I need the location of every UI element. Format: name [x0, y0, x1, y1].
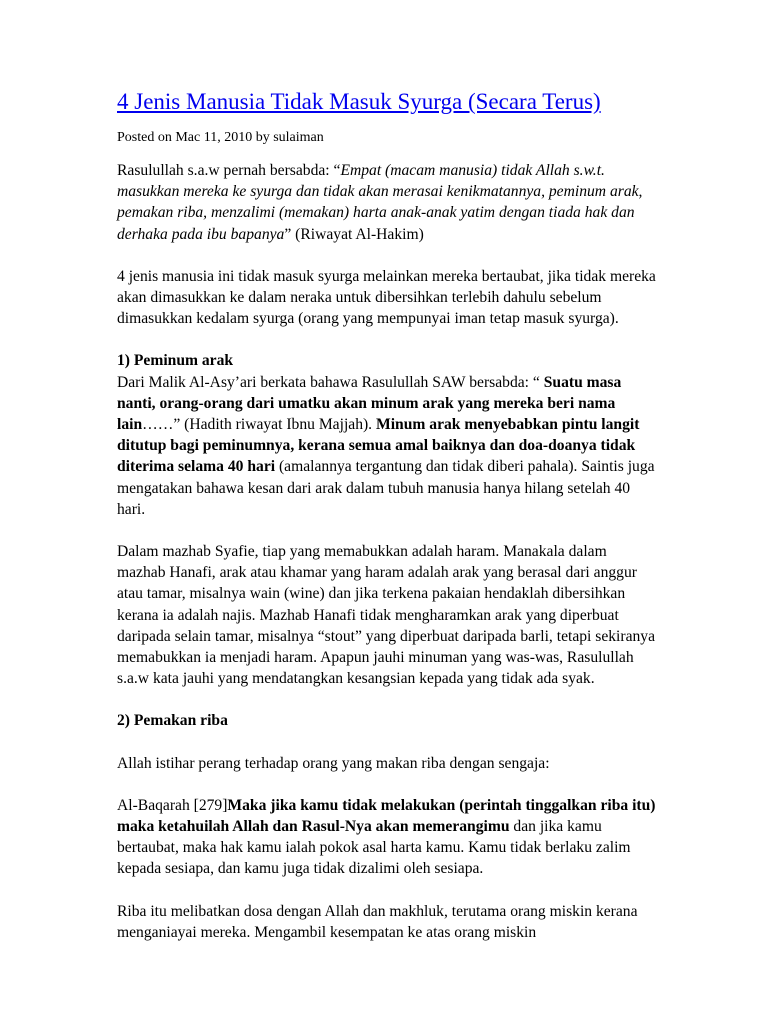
s1-lead: Dari Malik Al-Asy’ari berkata bahawa Rasulullah SAW bersabda: “: [117, 373, 544, 391]
intro-source: (Riwayat Al-Hakim): [291, 225, 424, 243]
s1-bold-hadith: Suatu masa nanti, orang-orang dari umatku akan minum arak yang mereka beri nama lain: [117, 373, 622, 434]
s1-bold-statement: Minum arak menyebabkan pintu langit ditutup bagi peminumnya, kerana semua amal baiknya dan doa-doanya tidak diterima selama 40 hari: [117, 416, 640, 476]
posted-on-label: Posted on: [117, 130, 176, 145]
section-heading-pemakan-riba: 2) Pemakan riba: [117, 712, 228, 730]
section2-paragraph-3: Riba itu melibatkan dosa dengan Allah dan makhluk, terutama orang miskin kerana menganiayai mereka. Mengambil kesempatan ke atas orang miskin: [117, 902, 638, 941]
intro-lead: Rasulullah s.a.w pernah bersabda: “: [117, 162, 341, 179]
post-body: [117, 160, 657, 943]
intro-paragraph: [117, 160, 657, 245]
post-title-link[interactable]: 4 Jenis Manusia Tidak Masuk Syurga (Secara Terus): [117, 89, 601, 114]
s1-tail: (amalannya tergantung dan tidak diberi pahala). Saintis juga mengatakan bahawa kesan dari arak dalam tubuh manusia hanya hilang setelah 40 hari.: [117, 458, 655, 518]
post-date: Mac 11, 2010: [175, 130, 253, 145]
s1-source: (Hadith riwayat Ibnu Majjah).: [180, 416, 376, 434]
post-meta: [117, 129, 324, 147]
summary-paragraph: 4 jenis manusia ini tidak masuk syurga melainkan mereka bertaubat, jika tidak mereka akan dimasukkan ke dalam neraka untuk dibersihkan terlebih dahulu sebelum dimasukkan kedalam syurga (orang yang mempunyai iman tetap masuk syurga).: [117, 267, 656, 328]
s2-lead: Al-Baqarah [279]: [117, 796, 228, 814]
intro-close-quote: ”: [284, 225, 292, 243]
by-label: by: [252, 130, 274, 145]
post-title: [117, 88, 601, 116]
section2-paragraph-2: [117, 795, 657, 880]
section1-paragraph-2: Dalam mazhab Syafie, tiap yang memabukkan adalah haram. Manakala dalam mazhab Hanafi, arak atau khamar yang haram adalah arak yang berasal dari anggur atau tamar, misalnya wain (wine) dan jika terkena pakaian hendaklah dibersihkan kerana ia adalah najis. Mazhab Hanafi tidak mengharamkan arak yang diperbuat daripada selain tamar, misalnya “stout” yang diperbuat daripada barli, tetapi sekiranya memabukkan ia menjadi haram. Apapun jauhi minuman yang was-was, Rasulullah s.a.w kata jauhi yang mendatangkan kesangsian kepada yang tidak ada syak.: [117, 543, 656, 688]
s1-ellipsis: ……”: [142, 416, 181, 434]
section1-paragraph-1: [117, 372, 657, 520]
hadith-quote: Empat (macam manusia) tidak Allah s.w.t. masukkan mereka ke syurga dan tidak akan merasai kenikmatannya, peminum arak, pemakan riba, menzalimi (memakan) harta anak-anak yatim dengan tiada hak dan derhaka pada ibu bapanya: [117, 162, 643, 243]
s2-bold-verse: Maka jika kamu tidak melakukan (perintah tinggalkan riba itu) maka ketahuilah Allah dan Rasul-Nya akan memerangimu: [117, 796, 656, 836]
section-heading-peminum-arak: 1) Peminum arak: [117, 352, 234, 370]
post-author: sulaiman: [273, 130, 324, 145]
s2-tail: dan jika kamu bertaubat, maka hak kamu ialah pokok asal harta kamu. Kamu tidak berlaku zalim kepada sesiapa, dan kamu juga tidak dizalimi oleh sesiapa.: [117, 818, 631, 878]
section2-paragraph-1: Allah istihar perang terhadap orang yang makan riba dengan sengaja:: [117, 754, 550, 772]
